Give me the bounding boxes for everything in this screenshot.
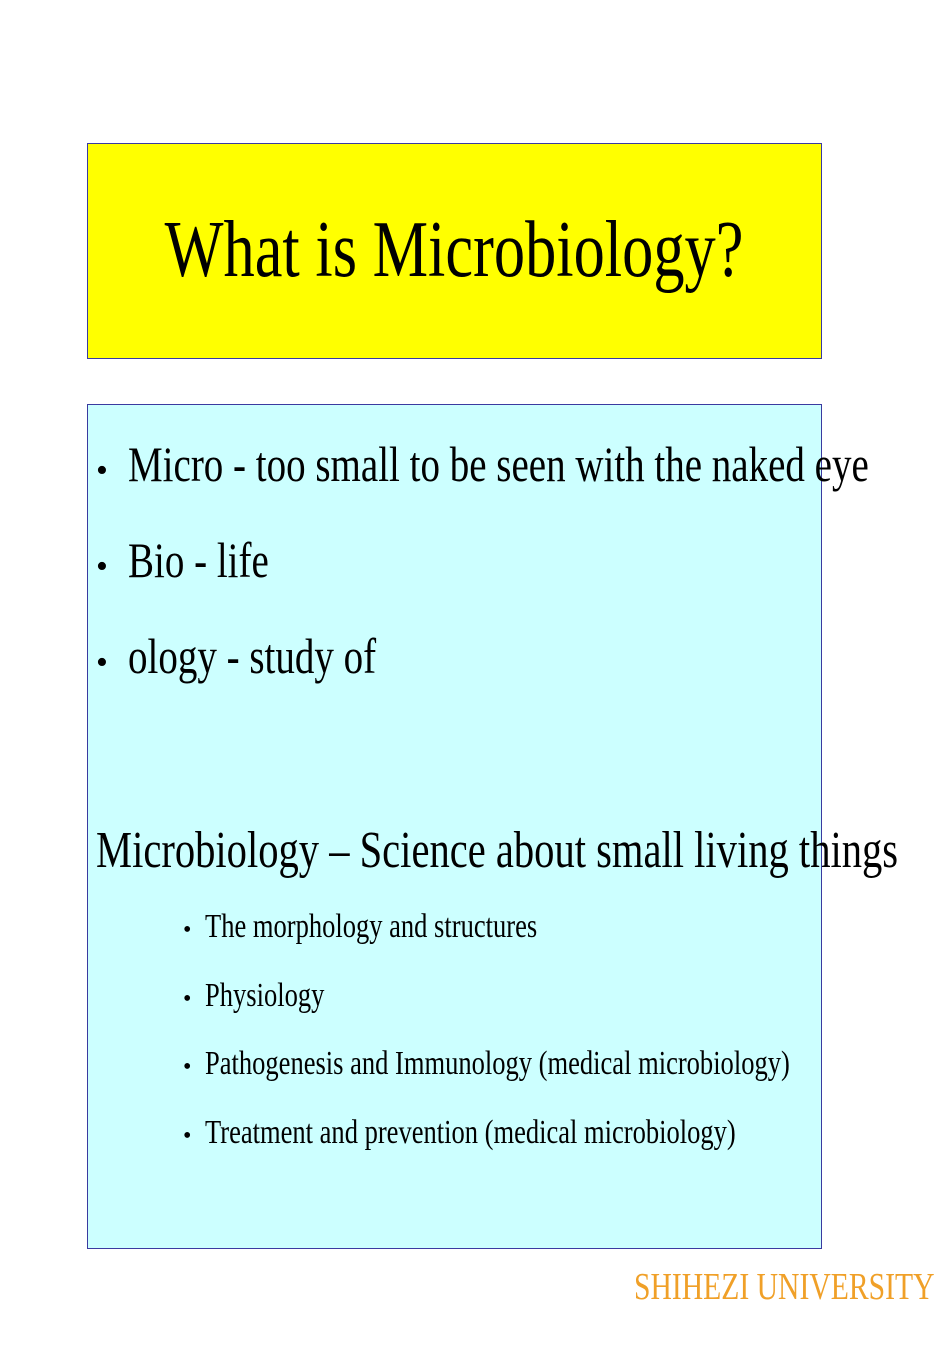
bullet-item: [96, 532, 309, 588]
bullet-text: ology - study of: [128, 628, 377, 684]
bullet-icon: •: [96, 452, 108, 489]
bullet-item: [96, 628, 446, 684]
sub-bullet-text: Pathogenesis and Immunology (medical microbiology): [205, 1045, 790, 1082]
sub-bullet-item: [183, 979, 358, 1013]
section-heading: Microbiology – Science about small living things: [96, 822, 899, 879]
bullet-icon: •: [183, 986, 192, 1012]
slide-title: What is Microbiology?: [165, 206, 744, 294]
sub-bullet-text: Physiology: [205, 977, 325, 1014]
bullet-text: Bio - life: [128, 532, 269, 588]
bullet-icon: •: [183, 1054, 192, 1080]
footer-university-name: SHIHEZI UNIVERSITY: [634, 1266, 935, 1308]
sub-bullet-text: Treatment and prevention (medical microbiology): [205, 1114, 736, 1151]
sub-bullet-item: [183, 910, 631, 944]
bullet-item: [96, 436, 952, 492]
sub-bullet-item: [183, 1116, 885, 1150]
bullet-text: Micro - too small to be seen with the naked eye: [128, 436, 869, 492]
bullet-icon: •: [183, 917, 192, 943]
content-box: [87, 404, 899, 1249]
bullet-icon: •: [96, 548, 108, 585]
bullet-icon: •: [183, 1123, 192, 1149]
title-box: [87, 143, 822, 359]
bullet-icon: •: [96, 644, 108, 681]
sub-bullet-item: [183, 1047, 952, 1081]
sub-bullet-text: The morphology and structures: [205, 908, 538, 945]
